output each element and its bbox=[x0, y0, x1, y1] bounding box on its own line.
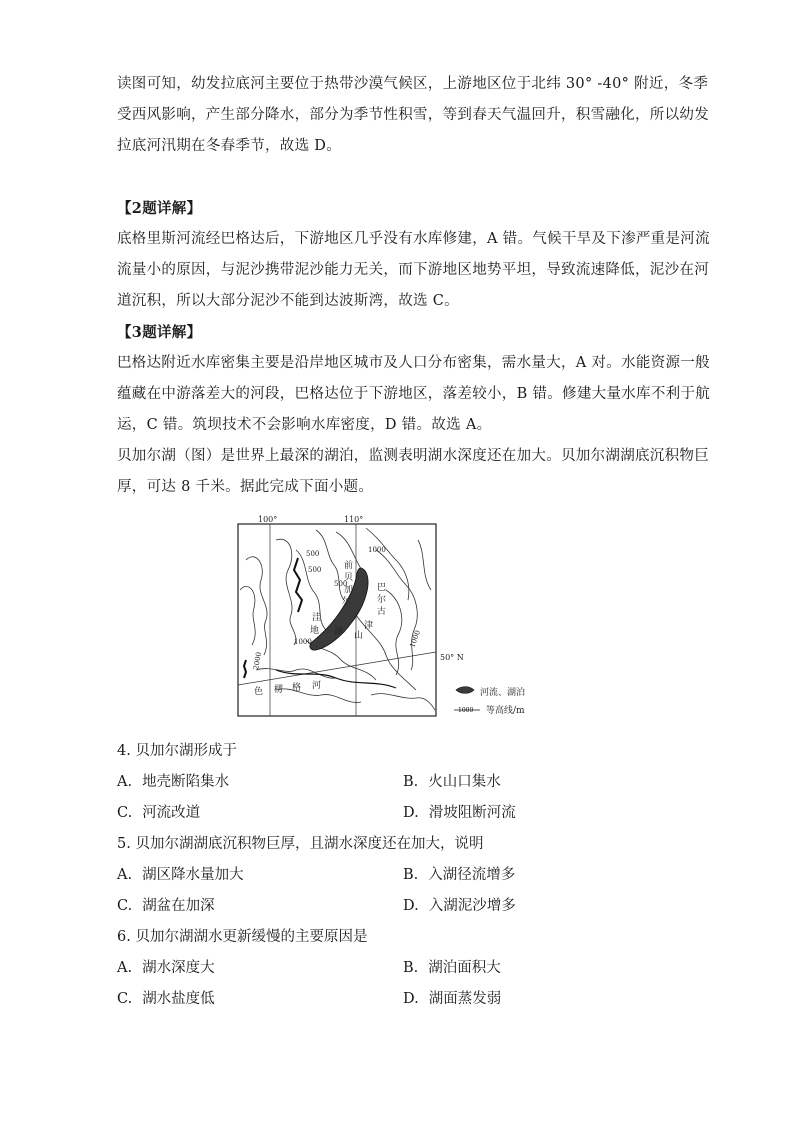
river-line bbox=[294, 558, 302, 612]
option-text: 入湖径流增多 bbox=[428, 867, 516, 883]
question-intro bbox=[117, 441, 709, 503]
option-letter: B. bbox=[403, 867, 419, 883]
map-place: 格 bbox=[292, 683, 302, 693]
map-place: 地 bbox=[310, 626, 320, 636]
option-6a bbox=[117, 956, 215, 977]
text-line: 道沉积，所以大部分泥沙不能到达波斯湾，故选 C。 bbox=[117, 293, 459, 309]
lon-label-110: 110° bbox=[344, 515, 364, 524]
option-text: 湖泊面积大 bbox=[428, 960, 501, 976]
section-header: 【3题详解】 bbox=[117, 324, 202, 341]
option-letter: D. bbox=[403, 991, 419, 1007]
map-place: 尔 bbox=[342, 597, 352, 607]
baikal-map bbox=[236, 515, 576, 718]
contour-label: 2000 bbox=[252, 651, 264, 671]
option-text: 湖水深度大 bbox=[142, 960, 215, 976]
map-place: 山 bbox=[354, 631, 364, 641]
option-5b bbox=[403, 863, 515, 884]
legend-lake-icon bbox=[456, 687, 474, 694]
option-6b bbox=[403, 956, 501, 977]
map-place: 前 bbox=[344, 561, 354, 571]
map-place: 楞 bbox=[274, 685, 284, 695]
option-letter: D. bbox=[403, 805, 419, 821]
option-4b bbox=[403, 770, 501, 791]
option-5d bbox=[403, 894, 516, 915]
analysis-q2 bbox=[117, 193, 710, 317]
text-line: 流量小的原因，与泥沙携带泥沙能力无关，而下游地区地势平坦，导致流速降低，泥沙在河 bbox=[117, 262, 709, 278]
question-4: 4. 贝加尔湖形成于 bbox=[117, 743, 237, 759]
text-line: 受西风影响，产生部分降水，部分为季节性积雪，等到春天气温回升，积雪融化，所以幼发 bbox=[117, 107, 709, 123]
option-4c bbox=[117, 801, 200, 822]
option-letter: C. bbox=[117, 898, 133, 914]
option-letter: C. bbox=[117, 805, 133, 821]
option-letter: A. bbox=[117, 774, 133, 790]
map-place: 色 bbox=[254, 687, 264, 697]
option-text: 河流改道 bbox=[142, 805, 201, 821]
analysis-q1 bbox=[117, 69, 709, 162]
contour-label: 1000 bbox=[408, 629, 422, 649]
option-letter: A. bbox=[117, 867, 133, 883]
option-text: 地壳断陷集水 bbox=[142, 774, 230, 790]
legend-contour-sample: 1000 bbox=[458, 707, 474, 714]
contour-label: 500 bbox=[306, 550, 320, 558]
question-5: 5. 贝加尔湖湖底沉积物巨厚，且湖水深度还在加大，说明 bbox=[117, 836, 484, 852]
text-line: 贝加尔湖（图）是世界上最深的湖泊，监测表明湖水深度还在加大。贝加尔湖湖底沉积物巨 bbox=[117, 448, 709, 464]
option-5c bbox=[117, 894, 215, 915]
map-place: 加 bbox=[344, 585, 354, 595]
option-letter: A. bbox=[117, 960, 133, 976]
option-6c bbox=[117, 987, 215, 1008]
option-text: 入湖泥沙增多 bbox=[428, 898, 516, 914]
contour-label: 500 bbox=[334, 580, 348, 588]
option-4d bbox=[403, 801, 516, 822]
option-6d bbox=[403, 987, 501, 1008]
text-line: 底格里斯河流经巴格达后，下游地区几乎没有水库修建，A 错。气候干旱及下渗严重是河流 bbox=[117, 231, 710, 247]
option-letter: B. bbox=[403, 960, 419, 976]
text-line: 巴格达附近水库密集主要是沿岸地区城市及人口分布密集，需水量大，A 对。水能资源一般 bbox=[117, 355, 710, 371]
text-line: 拉底河汛期在冬春季节，故选 D。 bbox=[117, 138, 342, 154]
map-place: 贝 bbox=[344, 573, 354, 583]
option-text: 湖盆在加深 bbox=[142, 898, 215, 914]
option-text: 湖水盐度低 bbox=[142, 991, 215, 1007]
option-text: 湖面蒸发弱 bbox=[428, 991, 502, 1007]
option-text: 火山口集水 bbox=[428, 774, 501, 790]
option-letter: D. bbox=[403, 898, 419, 914]
map-place: 巴 bbox=[377, 583, 387, 593]
map-place: 古 bbox=[377, 607, 387, 617]
analysis-q3 bbox=[117, 317, 711, 441]
text-line: 厚，可达 8 千米。据此完成下面小题。 bbox=[117, 479, 374, 495]
map-place: 河 bbox=[312, 681, 322, 691]
question-6: 6. 贝加尔湖湖水更新缓慢的主要原因是 bbox=[117, 929, 368, 945]
option-letter: B. bbox=[403, 774, 419, 790]
map-place: 津 bbox=[364, 621, 374, 631]
contour-label: 1000 bbox=[368, 546, 386, 554]
lat-label-50: 50° N bbox=[440, 653, 464, 662]
lon-label-100: 100° bbox=[258, 515, 278, 524]
legend-river-lake: 河流、湖泊 bbox=[480, 688, 526, 698]
option-letter: C. bbox=[117, 991, 133, 1007]
option-text: 滑坡阻断河流 bbox=[428, 805, 516, 821]
text-line: 读图可知，幼发拉底河主要位于热带沙漠气候区，上游地区位于北纬 30° -40° 附近，冬季 bbox=[117, 76, 709, 92]
contour-label: 1000 bbox=[294, 638, 312, 646]
section-header: 【2题详解】 bbox=[117, 200, 202, 217]
map-place: 洼 bbox=[312, 613, 322, 623]
map-place: 尔 bbox=[377, 595, 387, 605]
option-4a bbox=[117, 770, 229, 791]
legend-contour: 等高线/m bbox=[486, 706, 525, 716]
text-line: 运，C 错。筑坝技术不会影响水库密度，D 错。故选 A。 bbox=[117, 417, 492, 433]
option-5a bbox=[117, 863, 244, 884]
small-river bbox=[244, 660, 246, 678]
option-text: 湖区降水量加大 bbox=[142, 867, 244, 883]
text-line: 蕴藏在中游落差大的河段，巴格达位于下游地区，落差较小，B 错。修建大量水库不利于航 bbox=[117, 386, 711, 402]
map-place: 湖 bbox=[334, 627, 344, 637]
contour-label: 500 bbox=[308, 566, 322, 574]
